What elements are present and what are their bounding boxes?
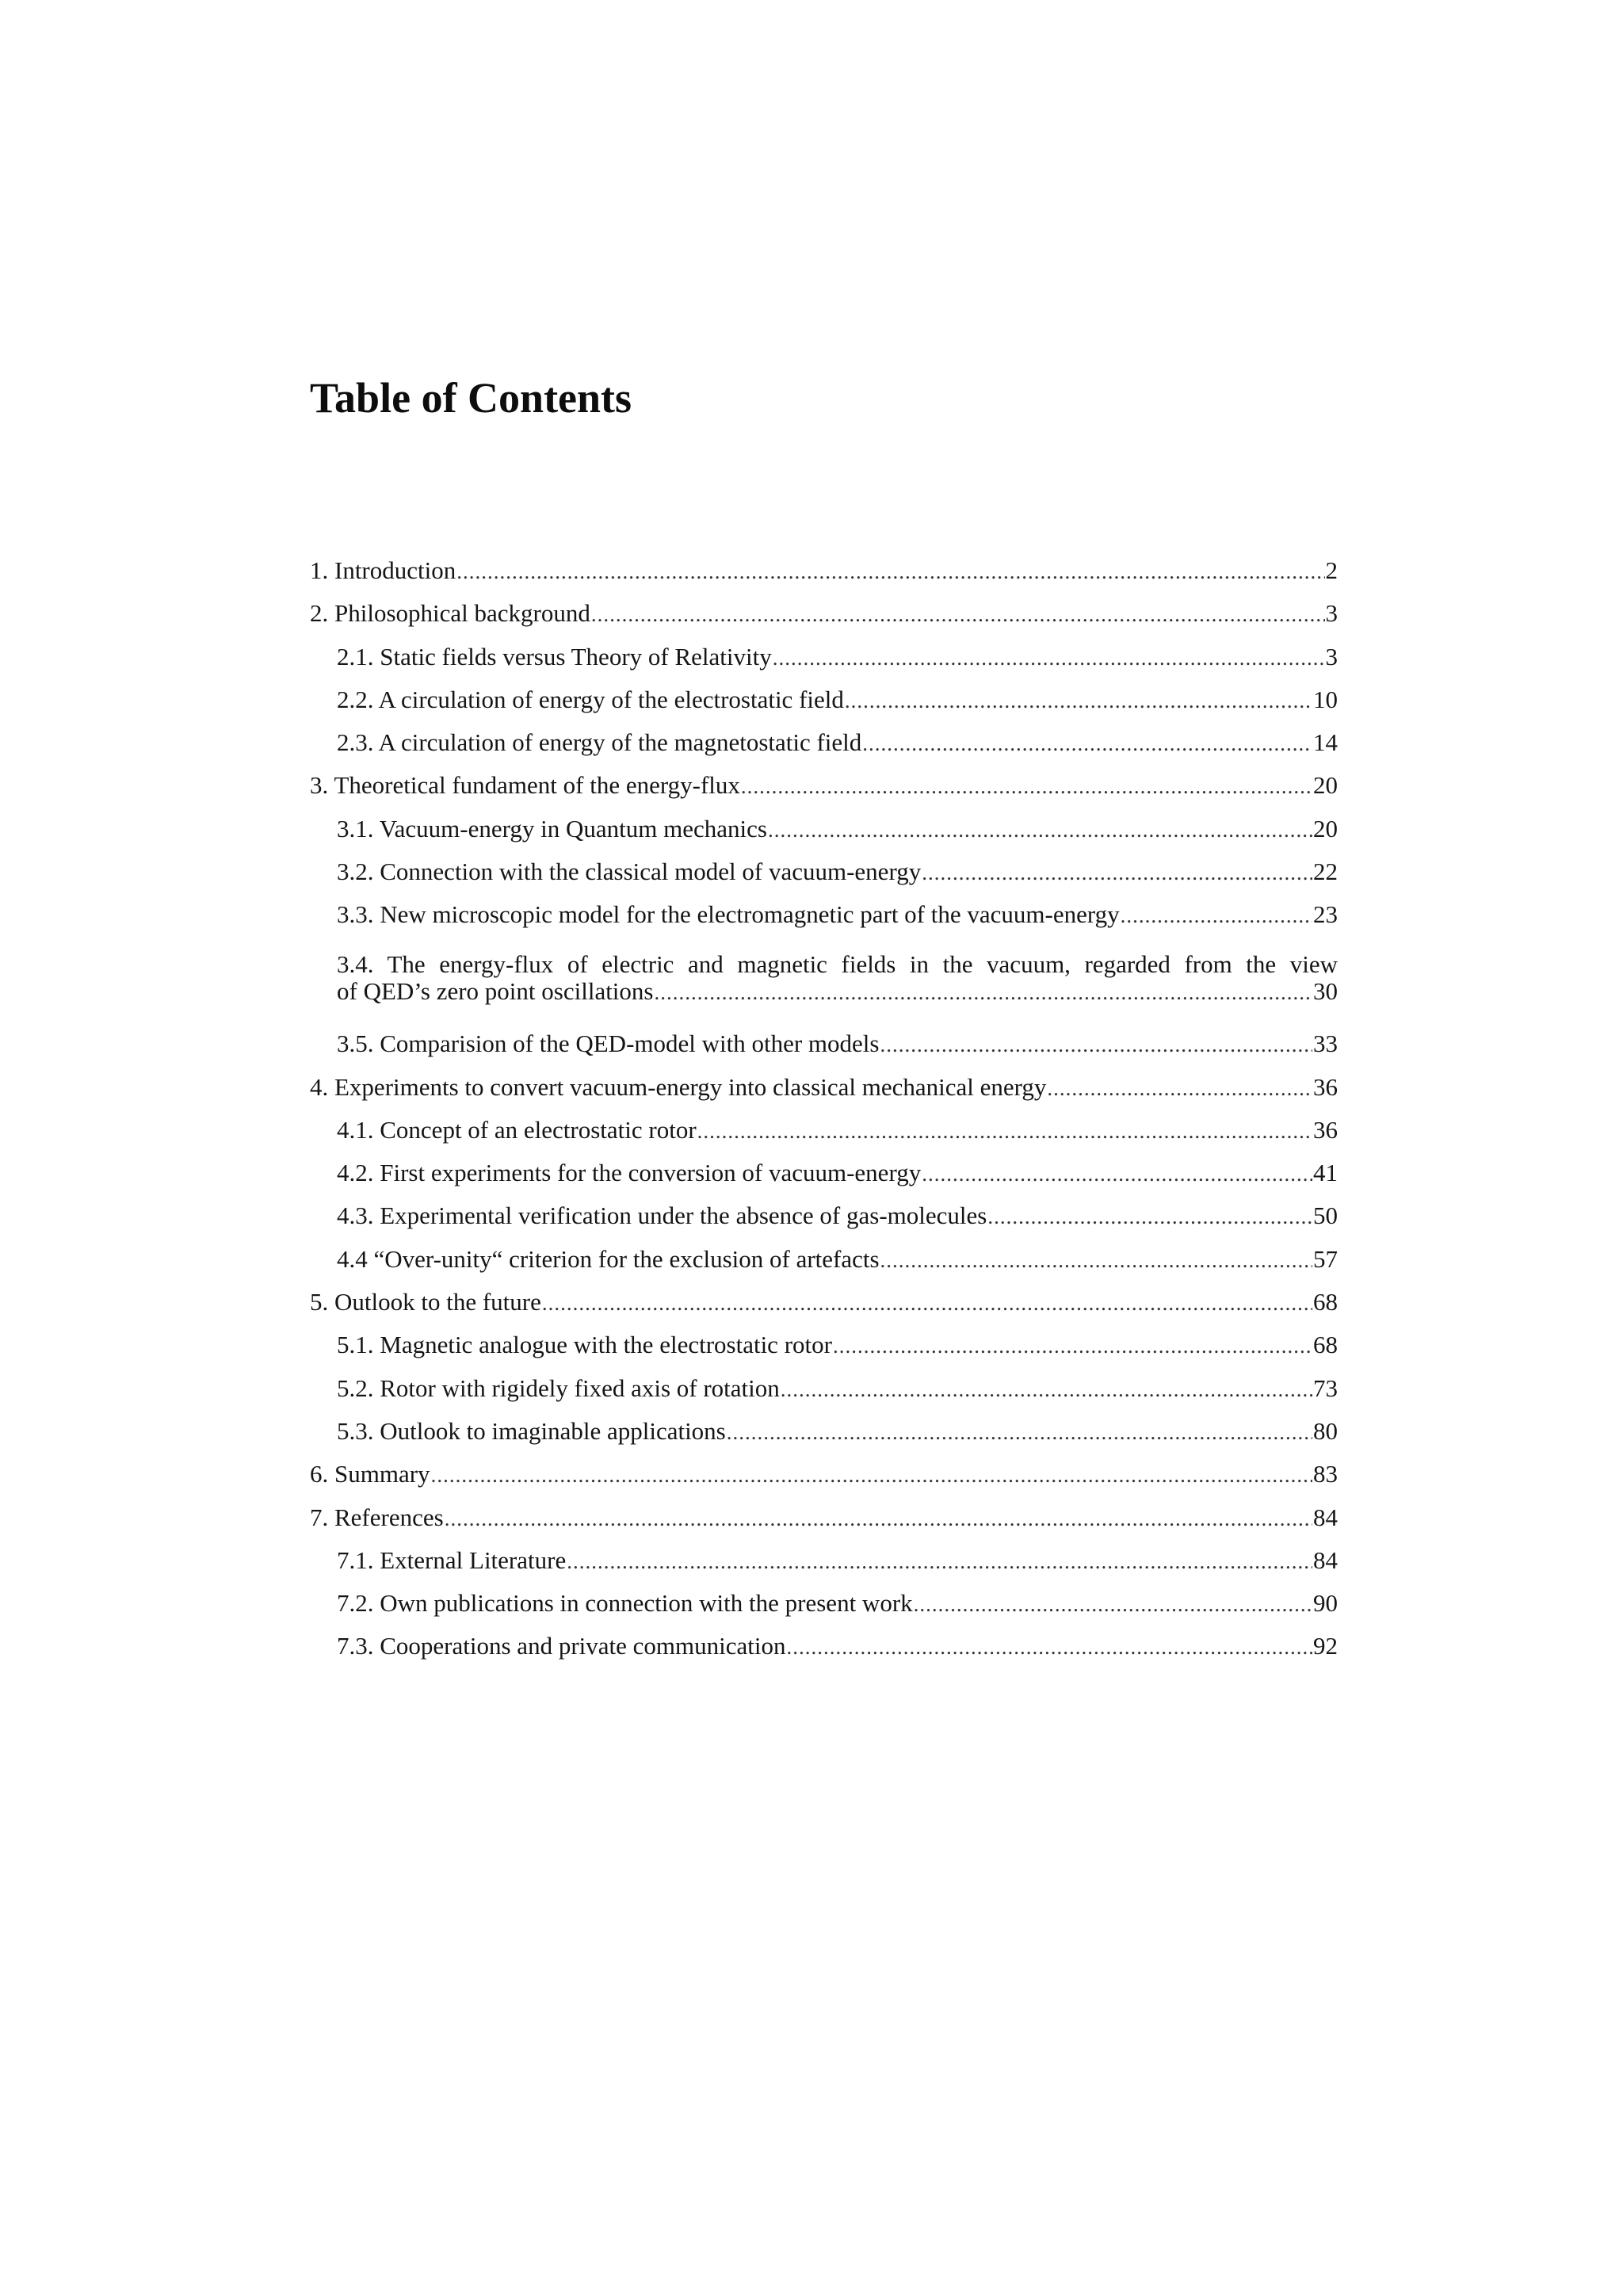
- toc-entry-7-3[interactable]: [310, 1625, 1338, 1668]
- dot-leader: [922, 851, 1312, 894]
- toc-entry-page: 50: [1313, 1201, 1338, 1230]
- dot-leader: [431, 1454, 1312, 1496]
- dot-leader: [591, 593, 1325, 636]
- dot-leader: [987, 1195, 1312, 1238]
- toc-entry-label: 1. Introduction: [310, 556, 456, 584]
- dot-leader: [445, 1497, 1312, 1540]
- toc-entry-7[interactable]: [310, 1496, 1338, 1539]
- toc-entry-label: 5. Outlook to the future: [310, 1288, 541, 1316]
- dot-leader: [845, 679, 1312, 722]
- toc-entry-label-line-1: 3.4. The energy-flux of electric and magnetic fields in the vacuum, regarded from the view: [337, 949, 1338, 978]
- toc-entry-label: 3.3. New microscopic model for the electromagnetic part of the vacuum-energy: [337, 900, 1120, 929]
- toc-entry-page: 22: [1313, 858, 1338, 886]
- dot-leader: [1047, 1067, 1312, 1110]
- toc-entry-label: 3.5. Comparision of the QED-model with other models: [337, 1030, 880, 1058]
- dot-leader: [833, 1324, 1312, 1367]
- toc-entry-page: 41: [1313, 1159, 1338, 1187]
- toc-entry-4-4[interactable]: [310, 1238, 1338, 1281]
- toc-entry-2-1[interactable]: [310, 636, 1338, 678]
- toc-entry-3-3[interactable]: [310, 893, 1338, 936]
- toc-entry-page: 90: [1313, 1589, 1338, 1618]
- toc-entry-3-4[interactable]: [310, 937, 1338, 1023]
- toc-entry-label: 7.1. External Literature: [337, 1545, 567, 1574]
- toc-entry-label: 4.2. First experiments for the conversion of vacuum-energy: [337, 1159, 922, 1187]
- dot-leader: [697, 1110, 1312, 1152]
- toc-entry-label: 7.3. Cooperations and private communication: [337, 1632, 786, 1660]
- toc-entry-page: 68: [1313, 1288, 1338, 1316]
- page-title: Table of Contents: [310, 374, 632, 422]
- toc-entry-page: 30: [1313, 976, 1338, 1005]
- toc-entry-2[interactable]: [310, 592, 1338, 635]
- toc-entry-4-3[interactable]: [310, 1194, 1338, 1237]
- toc-entry-3[interactable]: [310, 764, 1338, 807]
- toc-entry-page: 73: [1313, 1373, 1338, 1402]
- toc-entry-page: 83: [1313, 1460, 1338, 1488]
- dot-leader: [768, 808, 1312, 851]
- dot-leader: [773, 636, 1325, 679]
- toc-entry-2-3[interactable]: [310, 721, 1338, 764]
- toc-entry-page: 92: [1313, 1632, 1338, 1660]
- toc-entry-page: 3: [1325, 599, 1338, 628]
- toc-entry-3-2[interactable]: [310, 850, 1338, 893]
- toc-entry-label: 2.2. A circulation of energy of the electrostatic field: [337, 685, 844, 713]
- dot-leader: [741, 765, 1312, 808]
- toc-entry-page: 23: [1313, 900, 1338, 929]
- toc-entry-page: 14: [1313, 728, 1338, 757]
- toc-entry-label: 3. Theoretical fundament of the energy-flux: [310, 771, 740, 800]
- toc-entry-page: 57: [1313, 1244, 1338, 1273]
- toc-entry-5-1[interactable]: [310, 1324, 1338, 1366]
- toc-entry-7-2[interactable]: [310, 1582, 1338, 1625]
- toc-entry-label: 6. Summary: [310, 1460, 430, 1488]
- dot-leader: [655, 980, 1313, 1004]
- toc-entry-page: 36: [1313, 1072, 1338, 1101]
- dot-leader: [786, 1626, 1312, 1668]
- toc-entry-page: 10: [1313, 685, 1338, 713]
- toc-entry-page: 84: [1313, 1503, 1338, 1531]
- dot-leader: [922, 1152, 1312, 1195]
- toc-entry-label: 3.1. Vacuum-energy in Quantum mechanics: [337, 814, 767, 842]
- toc-entry-2-2[interactable]: [310, 678, 1338, 721]
- toc-entry-label: 2.3. A circulation of energy of the magnetostatic field: [337, 728, 862, 757]
- dot-leader: [727, 1411, 1312, 1454]
- toc-entry-4[interactable]: [310, 1066, 1338, 1109]
- dot-leader: [880, 1023, 1312, 1066]
- toc-entry-7-1[interactable]: [310, 1539, 1338, 1582]
- table-of-contents: [310, 549, 1338, 1668]
- toc-entry-label: 2.1. Static fields versus Theory of Relativity: [337, 642, 772, 670]
- toc-entry-6[interactable]: [310, 1453, 1338, 1496]
- toc-entry-5-2[interactable]: [310, 1367, 1338, 1410]
- dot-leader: [456, 550, 1324, 593]
- toc-entry-label: 5.3. Outlook to imaginable applications: [337, 1416, 726, 1445]
- dot-leader: [914, 1583, 1312, 1626]
- toc-entry-label: 7. References: [310, 1503, 444, 1531]
- toc-entry-page: 2: [1325, 556, 1338, 584]
- toc-entry-label: 2. Philosophical background: [310, 599, 590, 628]
- toc-entry-label: 7.2. Own publications in connection with the present work: [337, 1589, 913, 1618]
- toc-entry-4-2[interactable]: [310, 1152, 1338, 1194]
- dot-leader: [862, 722, 1312, 765]
- toc-entry-1[interactable]: [310, 549, 1338, 592]
- toc-entry-4-1[interactable]: [310, 1109, 1338, 1152]
- dot-leader: [781, 1368, 1312, 1411]
- toc-entry-page: 84: [1313, 1545, 1338, 1574]
- toc-entry-page: 20: [1313, 814, 1338, 842]
- dot-leader: [567, 1540, 1312, 1583]
- toc-entry-page: 33: [1313, 1030, 1338, 1058]
- toc-entry-label: 4.4 “Over-unity“ criterion for the exclusion of artefacts: [337, 1244, 880, 1273]
- toc-entry-label: 5.1. Magnetic analogue with the electrostatic rotor: [337, 1331, 832, 1359]
- toc-entry-5-3[interactable]: [310, 1410, 1338, 1453]
- toc-entry-page: 3: [1325, 642, 1338, 670]
- dot-leader: [1121, 894, 1312, 937]
- toc-entry-3-1[interactable]: [310, 808, 1338, 850]
- toc-entry-label: 4.1. Concept of an electrostatic rotor: [337, 1115, 697, 1144]
- toc-entry-page: 68: [1313, 1331, 1338, 1359]
- toc-entry-label: 5.2. Rotor with rigidely fixed axis of rotation: [337, 1373, 780, 1402]
- toc-entry-label: 4.3. Experimental verification under the absence of gas-molecules: [337, 1201, 987, 1230]
- toc-entry-label-line-2: of QED’s zero point oscillations: [337, 976, 654, 1005]
- toc-entry-label: 4. Experiments to convert vacuum-energy into classical mechanical energy: [310, 1072, 1047, 1101]
- toc-entry-page: 36: [1313, 1115, 1338, 1144]
- dot-leader: [880, 1239, 1312, 1282]
- toc-entry-3-5[interactable]: [310, 1022, 1338, 1065]
- toc-entry-page: 80: [1313, 1416, 1338, 1445]
- toc-entry-5[interactable]: [310, 1281, 1338, 1324]
- dot-leader: [542, 1282, 1312, 1324]
- toc-entry-label: 3.2. Connection with the classical model of vacuum-energy: [337, 858, 922, 886]
- toc-entry-page: 20: [1313, 771, 1338, 800]
